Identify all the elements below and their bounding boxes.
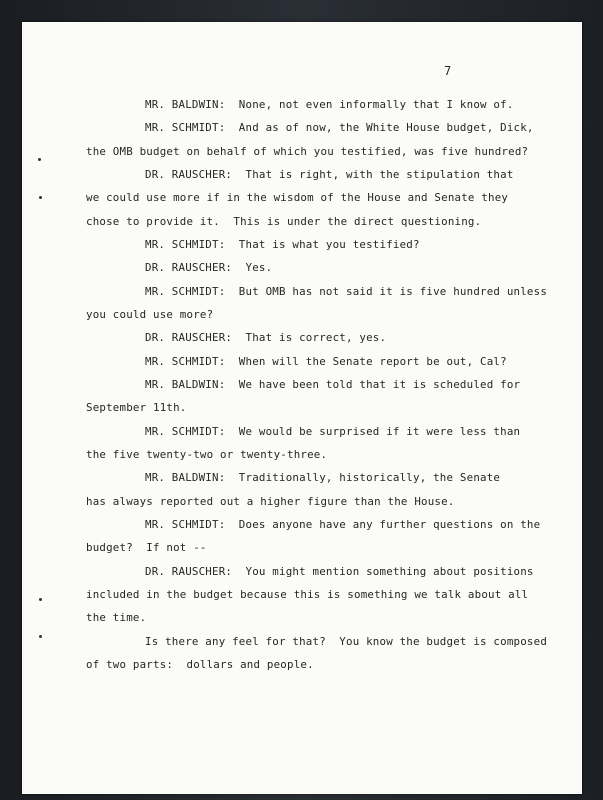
page-number: 7 [444,64,452,78]
transcript-line: MR. BALDWIN: None, not even informally that I know of. [145,98,514,111]
margin-mark [39,598,42,601]
transcript-line: DR. RAUSCHER: Yes. [145,261,273,274]
transcript-line: of two parts: dollars and people. [86,658,314,671]
margin-mark [39,196,42,199]
transcript-line: MR. SCHMIDT: Does anyone have any further questions on the [145,518,541,531]
transcript-line: Is there any feel for that? You know the budget is composed [145,635,548,648]
transcript-line: DR. RAUSCHER: That is right, with the stipulation that [145,168,514,181]
transcript-line: DR. RAUSCHER: That is correct, yes. [145,331,387,344]
margin-mark [39,635,42,638]
transcript-line: DR. RAUSCHER: You might mention something about positions [145,565,534,578]
transcript-line: included in the budget because this is something we talk about all [86,588,529,601]
transcript-line: MR. SCHMIDT: That is what you testified? [145,238,420,251]
transcript-line: MR. SCHMIDT: When will the Senate report be out, Cal? [145,355,507,368]
transcript-line: MR. SCHMIDT: And as of now, the White House budget, Dick, [145,121,534,134]
margin-mark [38,158,41,161]
transcript-line: the five twenty-two or twenty-three. [86,448,328,461]
transcript-line: budget? If not -- [86,541,207,554]
transcript-line: you could use more? [86,308,214,321]
transcript-line: we could use more if in the wisdom of the House and Senate they [86,191,509,204]
document-page [22,22,582,794]
transcript-line: September 11th. [86,401,187,414]
transcript-line: the OMB budget on behalf of which you testified, was five hundred? [86,145,529,158]
transcript-line: the time. [86,611,147,624]
transcript-line: MR. SCHMIDT: But OMB has not said it is five hundred unless [145,285,548,298]
transcript-line: has always reported out a higher figure than the House. [86,495,455,508]
transcript-line: chose to provide it. This is under the direct questioning. [86,215,482,228]
transcript-line: MR. BALDWIN: Traditionally, historically, the Senate [145,471,501,484]
transcript-line: MR. SCHMIDT: We would be surprised if it were less than [145,425,521,438]
transcript-line: MR. BALDWIN: We have been told that it is scheduled for [145,378,521,391]
